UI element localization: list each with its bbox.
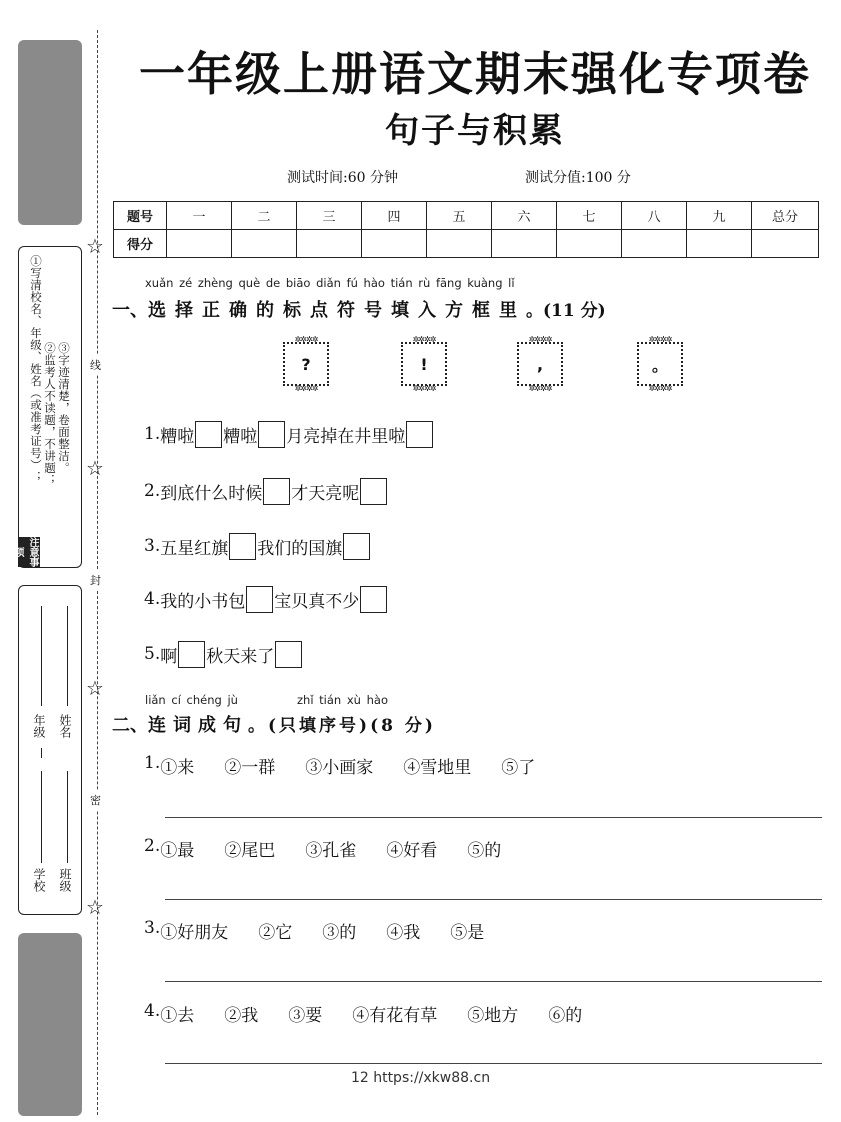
section2-prefix: 二、 [112,715,148,736]
score-col-9: 九 [687,202,752,230]
score-col-7: 七 [557,202,622,230]
sentence-text: 我们的国旗 [257,538,343,559]
section1-prefix: 一、 [112,300,148,321]
word-option: ①来 [160,758,195,778]
top-gray-tab [18,40,82,225]
cut-mark-xian: 线 [90,355,101,375]
score-col-4: 四 [362,202,427,230]
sentence-number: 4. [144,589,161,609]
word-option: ①最 [160,841,195,861]
test-score: 测试分值:100 分 [525,170,631,186]
sentence-text: 我的小书包 [160,591,246,612]
word-option: ③要 [288,1006,323,1026]
word-option: ③的 [322,923,357,943]
word-option: ①好朋友 [160,923,229,943]
sentence-text: 糟啦 [223,426,258,447]
score-table-header-label: 题号 [114,202,167,230]
sentence-text: 才天亮呢 [291,483,360,504]
school-line [41,771,42,863]
score-cell[interactable] [622,230,687,258]
score-col-total: 总分 [752,202,819,230]
question-number: 1. [144,753,161,773]
score-table [113,201,819,258]
score-cell[interactable] [492,230,557,258]
class-line [67,771,68,863]
answer-line[interactable] [165,1063,822,1064]
sentence-number: 1. [144,424,161,444]
score-col-8: 八 [622,202,687,230]
grade-label: 年级 [32,714,46,738]
sentence-5 [144,639,303,669]
answer-box[interactable] [343,533,370,560]
sentence-text: 秋天来了 [206,646,275,667]
sentence-text: 月亮掉在井里啦 [286,426,406,447]
punctuation-question: ✲✲✲✲ ? ✲✲✲✲ [283,342,329,386]
sentence-number: 5. [144,644,161,664]
word-option: ②它 [258,923,293,943]
score-cell[interactable] [362,230,427,258]
score-col-3: 三 [297,202,362,230]
score-col-2: 二 [232,202,297,230]
sentence-4 [144,584,388,614]
name-line [67,606,68,706]
answer-box[interactable] [360,478,387,505]
answer-line[interactable] [165,817,822,818]
answer-box[interactable] [360,586,387,613]
section2-heading [112,711,436,737]
question-3 [144,918,514,943]
section1-heading [112,296,606,322]
school-label: 学校 [32,868,46,892]
answer-box[interactable] [178,641,205,668]
punctuation-period: ✲✲✲✲ 。 ✲✲✲✲ [637,342,683,386]
page-subtitle: 句子与积累 [385,111,565,151]
word-option: ②一群 [224,758,276,778]
sentence-text: 五星红旗 [160,538,229,559]
sentence-number: 3. [144,536,161,556]
sentence-number: 2. [144,481,161,501]
grade-line-2 [41,748,42,758]
question-1 [144,753,565,778]
answer-box[interactable] [258,421,285,448]
question-4 [144,1001,612,1026]
notice-title: 注意事项 [12,537,38,567]
cut-mark-feng: 封 [90,570,101,590]
cut-mark-mi: 密 [90,790,101,810]
question-number: 3. [144,918,161,938]
sentence-1 [144,419,434,449]
sentence-2 [144,476,388,506]
question-number: 4. [144,1001,161,1021]
notice-line-3: ③字迹清楚，卷面整洁。 [57,342,71,474]
answer-box[interactable] [263,478,290,505]
answer-box[interactable] [406,421,433,448]
section2-pinyin-b: zhǐ tián xù hào [297,693,388,707]
word-option: ④有花有草 [352,1006,438,1026]
answer-box[interactable] [246,586,273,613]
word-option: ③小画家 [305,758,374,778]
word-option: ②尾巴 [224,841,276,861]
word-option: ①去 [160,1006,195,1026]
notice-box [12,246,82,568]
answer-box[interactable] [275,641,302,668]
name-label: 姓名 [58,714,72,738]
word-option: ⑤地方 [467,1006,519,1026]
word-option: ③孔雀 [305,841,357,861]
answer-line[interactable] [165,899,822,900]
word-option: ⑤是 [450,923,485,943]
word-option: ②我 [224,1006,259,1026]
score-cell[interactable] [297,230,362,258]
bottom-gray-tab [18,933,82,1116]
sentence-text: 宝贝真不少 [274,591,360,612]
star-icon: ☆ [86,456,104,480]
score-col-1: 一 [167,202,232,230]
section2-score: 。(只填序号)(8 分) [248,716,436,736]
score-table-row-label: 得分 [114,230,167,258]
answer-box[interactable] [195,421,222,448]
notice-line-2: ②监考人不读题，不讲题； [43,342,57,486]
sentence-text: 糟啦 [160,426,195,447]
grade-line [41,606,42,706]
section1-score: 。(11 分) [526,301,606,321]
answer-box[interactable] [229,533,256,560]
section2-pinyin-a: liǎn cí chéng jù [145,693,238,707]
word-option: ④雪地里 [403,758,472,778]
page-footer: 12 https://xkw88.cn [350,1070,491,1086]
star-icon: ☆ [86,676,104,700]
word-option: ⑤的 [467,841,502,861]
word-option: ⑤了 [501,758,536,778]
star-icon: ☆ [86,234,104,258]
sentence-text: 啊 [160,646,178,667]
score-cell[interactable] [232,230,297,258]
star-icon: ☆ [86,895,104,919]
word-option: ④好看 [386,841,438,861]
score-col-6: 六 [492,202,557,230]
notice-line-1: ①写清校名、年级、姓名（或准考证号）； [29,255,43,483]
section1-title: 选择正确的标点符号填入方框里 [148,300,526,321]
question-2 [144,836,531,861]
punctuation-exclamation: ✲✲✲✲ ! ✲✲✲✲ [401,342,447,386]
word-option: ⑥的 [548,1006,583,1026]
score-col-5: 五 [427,202,492,230]
score-cell[interactable] [752,230,819,258]
sentence-3 [144,531,371,561]
page-title: 一年级上册语文期末强化专项卷 [139,47,811,101]
section1-pinyin: xuǎn zé zhèng què de biāo diǎn fú hào tián rù fāng kuàng lǐ [145,276,515,290]
class-label: 班级 [58,868,72,892]
sentence-text: 到底什么时候 [160,483,263,504]
score-cell[interactable] [687,230,752,258]
section2-title: 连词成句 [148,715,248,736]
score-cell[interactable] [557,230,622,258]
score-cell[interactable] [167,230,232,258]
student-info-box [18,585,82,915]
word-option: ④我 [386,923,421,943]
test-time: 测试时间:60 分钟 [287,170,398,186]
score-cell[interactable] [427,230,492,258]
question-number: 2. [144,836,161,856]
punctuation-comma: ✲✲✲✲ , ✲✲✲✲ [517,342,563,386]
answer-line[interactable] [165,981,822,982]
